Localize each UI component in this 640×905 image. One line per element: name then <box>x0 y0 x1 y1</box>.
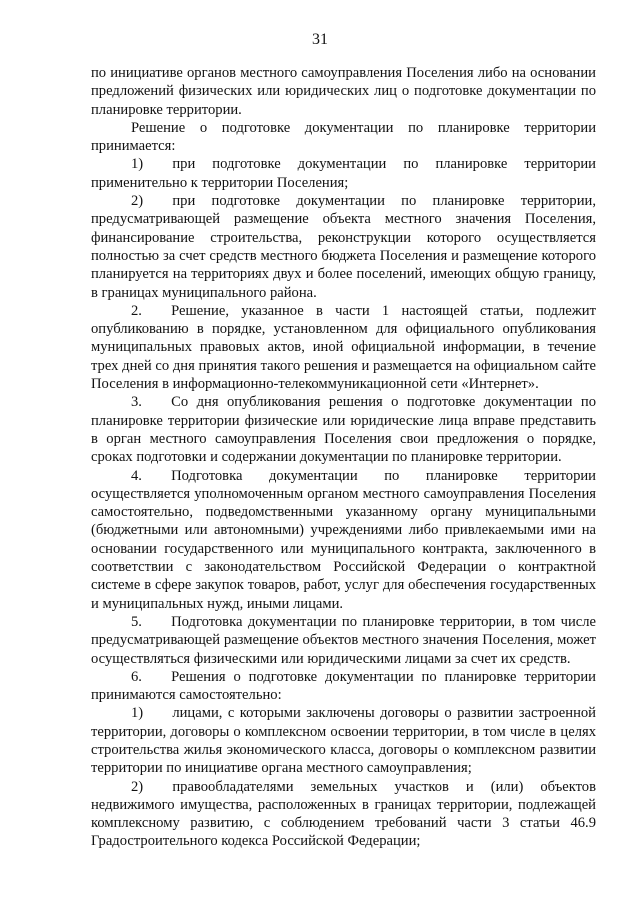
clause-6: 6. Решения о подготовке документации по планировке территории принимаются самостоятельно: <box>91 668 596 704</box>
paragraph-decision-intro: Решение о подготовке документации по планировке территории принимается: <box>91 119 596 155</box>
clause-6-item-2: 2) правообладателями земельных участков и (или) объектов недвижимого имущества, расположенных в границах территории, подлежащей комплексному развитию, с соблюдением требований части 3 статьи 46.9 Градостроительного кодекса Российской Федерации; <box>91 778 596 850</box>
list-item-2: 2) при подготовке документации по планировке территории, предусматривающей размещение объекта местного значения Поселения, финансирование строительства, реконструкции которого осуществляется полностью за счет средств местного бюджета Поселения и размещение которого планируется на территориях двух и более поселений, имеющих общую границу, в границах муниципального района. <box>91 193 596 301</box>
clause-5: 5. Подготовка документации по планировке территории, в том числе предусматривающей размещение объектов местного значения Поселения, может осуществляться физическими или юридическими лицами за счет их средств. <box>91 613 596 667</box>
clause-6-item-1: 1) лицами, с которыми заключены договоры о развитии застроенной территории, договоры о комплексном освоении территории, в том числе в целях строительства жилья экономического класса, договоры о комплексном развитии территории по инициативе органа местного самоуправления; <box>91 705 596 777</box>
clause-3: 3. Со дня опубликования решения о подготовке документации по планировке территории физические или юридические лица вправе представить в орган местного самоуправления Поселения свои предложения о порядке, сроках подготовки и содержании документации по планировке территории. <box>91 394 596 466</box>
list-item-1: 1) при подготовке документации по планировке территории применительно к территории Поселения; <box>91 156 596 191</box>
page-number: 31 <box>312 31 328 48</box>
document-body <box>91 64 596 851</box>
clause-4: 4. Подготовка документации по планировке территории осуществляется уполномоченным органом местного самоуправления Поселения самостоятельно, подведомственными указанному органу муниципальными (бюджетными или автономными) учреждениями либо привлекаемыми ими на основании государственного или муниципального контракта, заключенного в соответствии с законодательством Российской Федерации о контрактной системе в сфере закупок товаров, работ, услуг для обеспечения государственных и муниципальных нужд, иными лицами. <box>91 467 596 612</box>
clause-2: 2. Решение, указанное в части 1 настоящей статьи, подлежит опубликованию в порядке, установленном для официального опубликования муниципальных правовых актов, иной официальной информации, в течение трех дней со дня принятия такого решения и размещается на официальном сайте Поселения в информационно-телекоммуникационной сети «Интернет». <box>91 302 596 393</box>
paragraph-continuation: по инициативе органов местного самоуправления Поселения либо на основании предложений физических или юридических лиц о подготовке документации по планировке территории. <box>91 65 596 118</box>
